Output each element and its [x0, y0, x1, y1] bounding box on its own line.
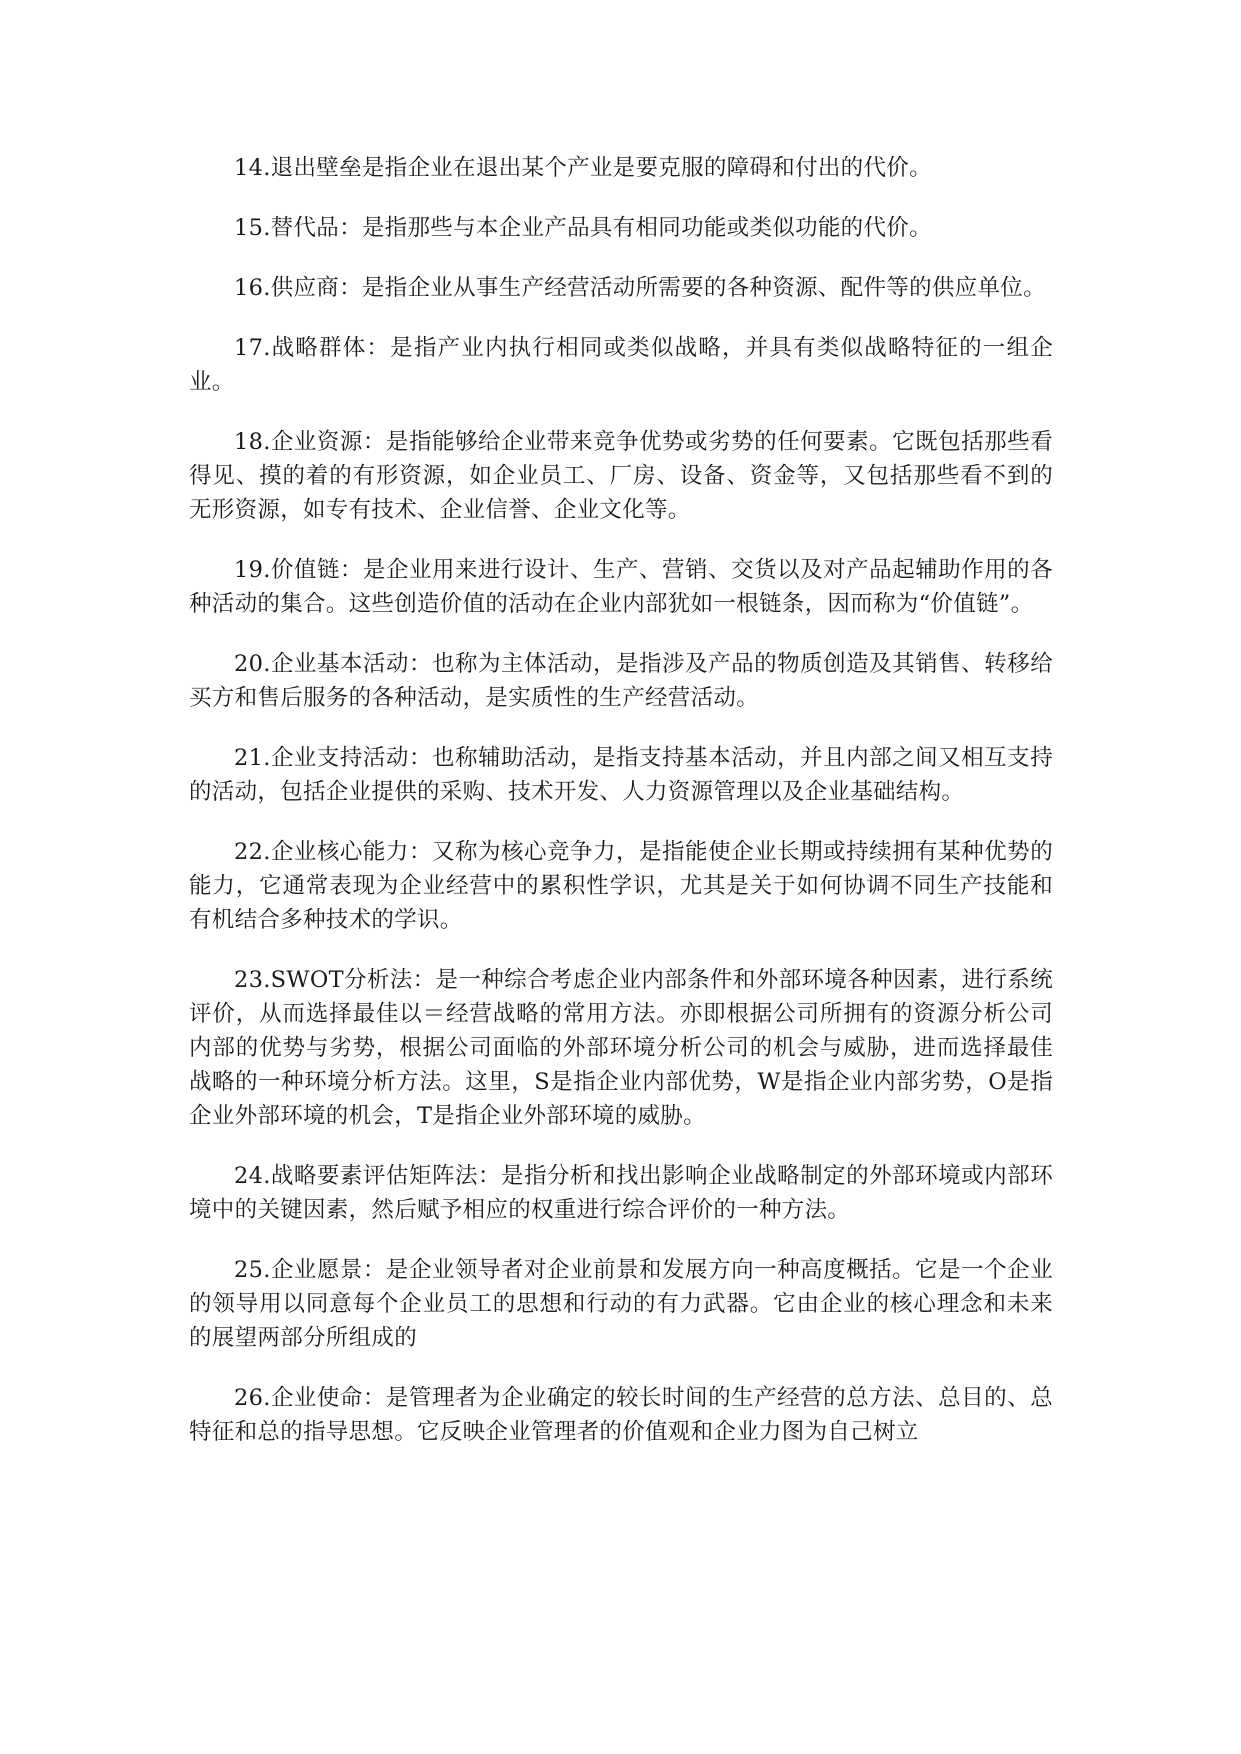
document-body — [189, 151, 1053, 1475]
paragraph-20: 20.企业基本活动：也称为主体活动，是指涉及产品的物质创造及其销售、转移给买方和售后服务的各种活动，是实质性的生产经营活动。 — [189, 651, 1053, 711]
paragraph-22: 22.企业核心能力：又称为核心竞争力，是指能使企业长期或持续拥有某种优势的能力，它通常表现为企业经营中的累积性学识，尤其是关于如何协调不同生产技能和有机结合多种技术的学识。 — [189, 839, 1053, 933]
paragraph-24: 24.战略要素评估矩阵法：是指分析和找出影响企业战略制定的外部环境或内部环境中的关键因素，然后赋予相应的权重进行综合评价的一种方法。 — [189, 1163, 1053, 1223]
paragraph-16: 16.供应商：是指企业从事生产经营活动所需要的各种资源、配件等的供应单位。 — [234, 275, 1046, 301]
paragraph-19: 19.价值链：是企业用来进行设计、生产、营销、交货以及对产品起辅助作用的各种活动的集合。这些创造价值的活动在企业内部犹如一根链条，因而称为“价值链”。 — [189, 557, 1053, 617]
paragraph-21: 21.企业支持活动：也称辅助活动，是指支持基本活动，并且内部之间又相互支持的活动，包括企业提供的采购、技术开发、人力资源管理以及企业基础结构。 — [189, 745, 1053, 805]
paragraph-23: 23.SWOT分析法：是一种综合考虑企业内部条件和外部环境各种因素，进行系统评价，从而选择最佳以＝经营战略的常用方法。亦即根据公司所拥有的资源分析公司内部的优势与劣势，根据公司面临的外部环境分析公司的机会与威胁，进而选择最佳战略的一种环境分析方法。这里，S是指企业内部优势，W是指企业内部劣势，O是指企业外部环境的机会，T是指企业外部环境的威胁。 — [189, 967, 1053, 1129]
paragraph-26: 26.企业使命：是管理者为企业确定的较长时间的生产经营的总方法、总目的、总特征和总的指导思想。它反映企业管理者的价值观和企业力图为自己树立 — [189, 1385, 1053, 1445]
paragraph-25: 25.企业愿景：是企业领导者对企业前景和发展方向一种高度概括。它是一个企业的领导用以同意每个企业员工的思想和行动的有力武器。它由企业的核心理念和未来的展望两部分所组成的 — [189, 1257, 1053, 1351]
paragraph-18: 18.企业资源：是指能够给企业带来竞争优势或劣势的任何要素。它既包括那些看得见、摸的着的有形资源，如企业员工、厂房、设备、资金等，又包括那些看不到的无形资源，如专有技术、企业信誉、企业文化等。 — [189, 429, 1053, 523]
paragraph-14: 14.退出壁垒是指企业在退出某个产业是要克服的障碍和付出的代价。 — [234, 155, 932, 181]
paragraph-17: 17.战略群体：是指产业内执行相同或类似战略，并具有类似战略特征的一组企业。 — [189, 335, 1053, 395]
paragraph-15: 15.替代品：是指那些与本企业产品具有相同功能或类似功能的代价。 — [234, 215, 932, 241]
